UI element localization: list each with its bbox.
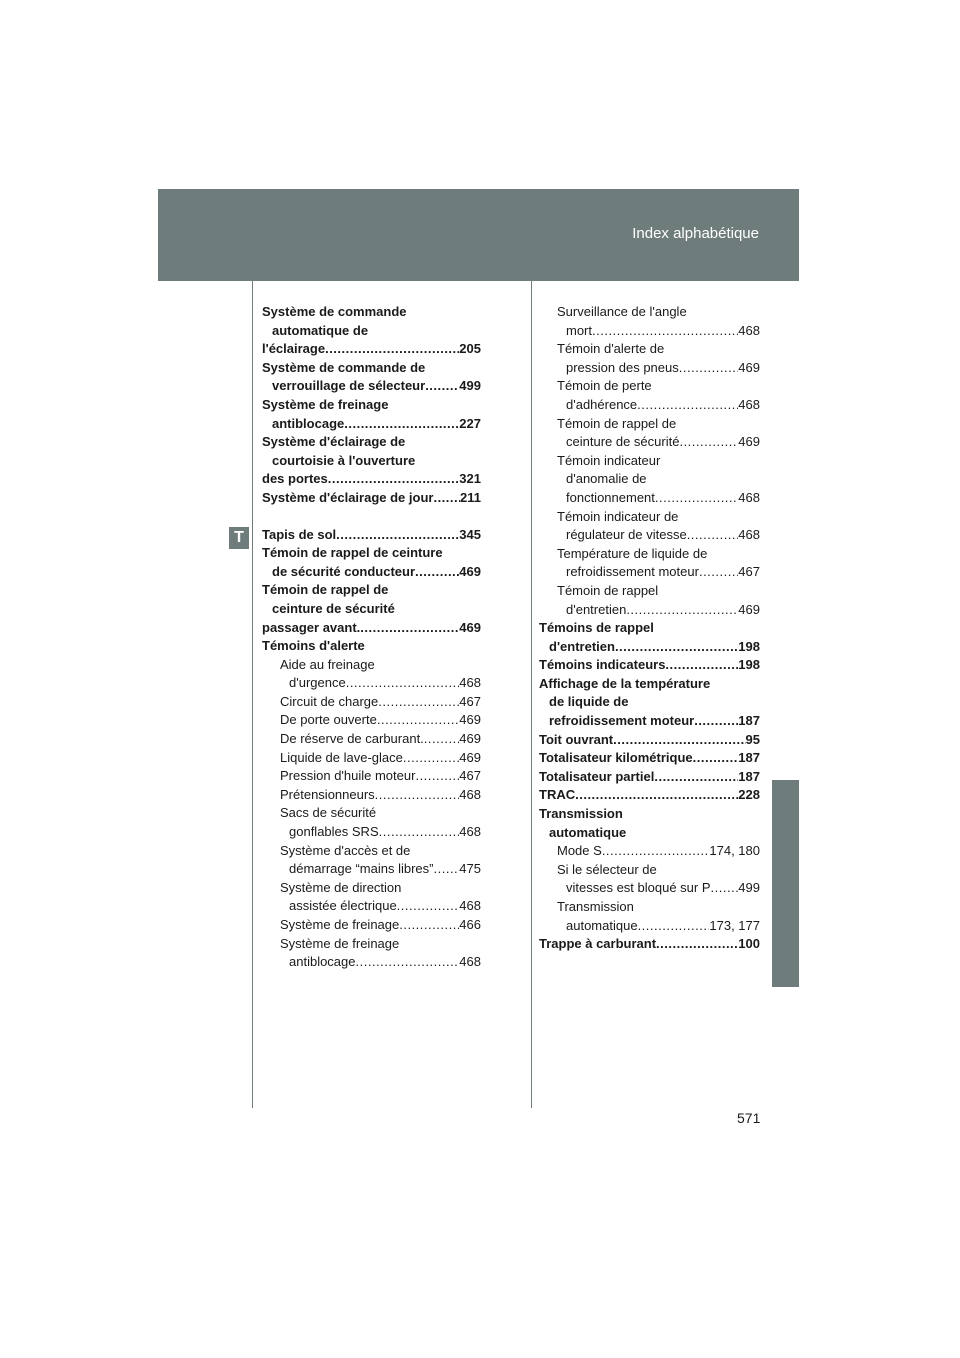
index-entry-page[interactable]: 467 — [459, 768, 481, 784]
dot-leader — [679, 433, 738, 452]
dot-leader — [592, 322, 738, 341]
index-entry — [262, 860, 481, 879]
index-entry-text: refroidissement moteur — [549, 713, 695, 729]
index-entry-page[interactable]: 466 — [459, 917, 481, 932]
index-entry-text: Système d'accès et de — [280, 842, 411, 858]
index-entry-text: antiblocage — [289, 954, 356, 970]
index-entry-page[interactable]: 468 — [738, 527, 760, 543]
index-entry-text: Témoin de rappel de ceinture — [262, 545, 443, 561]
index-entry-page[interactable]: 173, 177 — [709, 917, 760, 933]
index-entry-text: vitesses est bloqué sur P — [566, 880, 711, 896]
index-entry — [539, 601, 760, 620]
dot-leader — [397, 897, 460, 916]
index-entry-page[interactable]: 467 — [459, 693, 481, 709]
index-entry — [539, 545, 760, 564]
dot-leader — [360, 619, 459, 638]
index-entry — [539, 786, 760, 805]
index-entry-text: Affichage de la température — [539, 675, 711, 691]
index-entry-text: Liquide de lave-glace — [280, 749, 403, 765]
index-entry-page[interactable]: 475 — [459, 861, 481, 877]
page-number: 571 — [737, 1110, 761, 1126]
dot-leader — [425, 377, 459, 396]
index-entry — [539, 656, 760, 675]
dot-leader — [346, 674, 460, 693]
index-entry — [262, 916, 481, 935]
index-entry — [539, 768, 760, 787]
index-entry-text: d'entretien — [566, 601, 627, 617]
index-entry-text: Surveillance de l'angle — [557, 304, 687, 319]
index-entry-text: Témoin de rappel de — [557, 415, 677, 431]
index-entry-page[interactable]: 321 — [459, 471, 481, 487]
index-entry-text: régulateur de vitesse — [566, 527, 687, 543]
index-entry-page[interactable]: 469 — [459, 749, 481, 765]
index-entry-page[interactable]: 227 — [459, 415, 481, 431]
index-entry-text: fonctionnement — [566, 489, 655, 505]
index-entry-text: automatique — [566, 917, 638, 933]
index-entry-text: Toit ouvrant — [539, 731, 614, 747]
dot-leader — [638, 917, 710, 936]
index-entry-text: d'entretien — [549, 638, 615, 654]
index-column-1 — [262, 303, 481, 972]
dot-leader — [665, 656, 738, 675]
index-entry-page[interactable]: 469 — [459, 563, 481, 579]
index-entry-page[interactable]: 469 — [459, 731, 481, 747]
index-entry — [262, 637, 481, 656]
index-entry — [539, 303, 760, 322]
index-entry-page[interactable]: 468 — [738, 396, 760, 412]
index-entry-page[interactable]: 468 — [459, 675, 481, 691]
index-entry — [262, 749, 481, 768]
index-entry-text: Témoin indicateur de — [557, 508, 679, 524]
index-entry — [539, 712, 760, 731]
index-entry-page[interactable]: 468 — [459, 898, 481, 914]
dot-leader — [655, 489, 738, 508]
index-entry-text: Système de commande — [262, 304, 407, 319]
index-entry — [262, 935, 481, 954]
index-entry-page[interactable]: 468 — [459, 954, 481, 970]
index-entry-text: De réserve de carburant. — [280, 731, 424, 747]
index-entry — [539, 526, 760, 545]
dot-leader — [378, 693, 459, 712]
index-entry-text: Circuit de charge — [280, 693, 379, 709]
index-entry-text: Témoin de perte — [557, 378, 652, 394]
dot-leader — [694, 712, 738, 731]
index-entry — [262, 544, 481, 563]
index-entry — [539, 489, 760, 508]
column-rule-middle — [531, 281, 532, 1108]
index-entry-page[interactable]: 467 — [738, 564, 760, 580]
dot-leader — [415, 563, 459, 582]
index-entry — [539, 452, 760, 471]
index-entry — [262, 433, 481, 452]
index-entry — [539, 898, 760, 917]
index-entry-text: refroidissement moteur — [566, 564, 699, 580]
index-entry-page[interactable]: 95 — [745, 731, 760, 747]
index-entry-page[interactable]: 499 — [459, 378, 481, 394]
index-entry-page[interactable]: 469 — [459, 712, 481, 728]
index-entry-page[interactable]: 198 — [738, 657, 760, 673]
index-entry — [262, 563, 481, 582]
index-entry-text: de sécurité conducteur — [272, 563, 416, 579]
index-entry-text: Témoins indicateurs — [539, 657, 666, 673]
index-entry — [262, 730, 481, 749]
index-entry — [539, 433, 760, 452]
index-entry-page[interactable]: 228 — [738, 787, 760, 803]
dot-leader — [433, 489, 460, 508]
index-entry — [539, 322, 760, 341]
index-entry — [262, 377, 481, 396]
index-entry-text: Système d'éclairage de jour — [262, 489, 434, 505]
dot-leader — [637, 396, 738, 415]
index-entry-page[interactable]: 469 — [459, 619, 481, 635]
index-entry-text: Aide au freinage — [280, 656, 375, 672]
dot-leader — [626, 601, 738, 620]
index-entry-text: Système de freinage — [280, 917, 400, 932]
index-letter-tab: T — [229, 527, 249, 549]
index-entry — [539, 749, 760, 768]
index-entry — [539, 861, 760, 880]
index-entry — [539, 377, 760, 396]
index-entry-text: assistée électrique — [289, 898, 397, 914]
index-entry — [262, 711, 481, 730]
index-entry-page[interactable]: 174, 180 — [709, 843, 760, 859]
index-entry-text: Si le sélecteur de — [557, 861, 657, 877]
index-entry — [539, 638, 760, 657]
dot-leader — [328, 470, 460, 489]
side-thumb-tab — [772, 780, 799, 987]
index-entry — [262, 322, 481, 341]
index-entry — [539, 935, 760, 954]
dot-leader — [602, 842, 710, 861]
index-entry — [262, 842, 481, 861]
dot-leader — [379, 823, 460, 842]
index-entry-page[interactable]: 205 — [459, 341, 481, 357]
index-entry — [539, 675, 760, 694]
dot-leader — [613, 731, 745, 750]
index-entry-text: ceinture de sécurité — [566, 434, 680, 450]
index-entry-page[interactable]: 469 — [738, 434, 760, 450]
index-entry — [262, 396, 481, 415]
index-entry-text: passager avant. — [262, 619, 361, 635]
index-entry-text: Système de direction — [280, 879, 402, 895]
index-entry — [262, 600, 481, 619]
index-entry — [539, 582, 760, 601]
index-entry-text: ceinture de sécurité — [272, 600, 395, 616]
index-entry-text: De porte ouverte — [280, 712, 377, 728]
dot-leader — [344, 415, 459, 434]
index-entry — [262, 470, 481, 489]
dot-leader — [415, 767, 459, 786]
index-entry-text: Prétensionneurs — [280, 786, 375, 802]
index-entry — [262, 452, 481, 471]
index-entry-page[interactable]: 468 — [738, 322, 760, 338]
index-column-2 — [539, 303, 760, 954]
index-entry-page[interactable]: 469 — [738, 359, 760, 375]
index-entry-text: Système de freinage — [280, 935, 400, 951]
index-entry — [539, 415, 760, 434]
index-entry-text: Système de freinage — [262, 396, 389, 412]
index-entry-text: courtoisie à l'ouverture — [272, 452, 416, 468]
column-rule-left — [252, 281, 253, 1108]
index-entry — [262, 581, 481, 600]
index-entry-text: Température de liquide de — [557, 545, 708, 561]
index-entry-text: Témoin de rappel — [557, 582, 659, 598]
index-entry-page[interactable]: 100 — [738, 936, 760, 952]
index-entry-text: Mode S — [557, 843, 602, 859]
index-entry — [262, 693, 481, 712]
header-title: Index alphabétique — [632, 225, 759, 242]
index-entry-text: gonflables SRS — [289, 824, 379, 840]
index-entry — [262, 767, 481, 786]
index-entry-text: Totalisateur partiel — [539, 768, 655, 784]
index-entry — [262, 489, 481, 508]
index-entry-page[interactable]: 211 — [460, 489, 481, 505]
index-entry-text: Témoin d'alerte de — [557, 341, 665, 357]
header-band — [158, 189, 799, 281]
index-entry-text: d'anomalie de — [566, 471, 647, 487]
index-entry — [539, 879, 760, 898]
index-entry-text: automatique — [549, 824, 627, 840]
index-entry-text: Tapis de sol — [262, 526, 337, 542]
index-entry-text: de liquide de — [549, 694, 629, 710]
index-entry-text: Témoin de rappel de — [262, 582, 389, 598]
index-entry-text: d'adhérence — [566, 396, 638, 412]
dot-leader — [375, 786, 460, 805]
index-entry — [539, 563, 760, 582]
index-entry — [262, 526, 481, 545]
dot-leader — [679, 359, 739, 378]
index-entry — [539, 731, 760, 750]
index-entry — [262, 359, 481, 378]
index-entry-page[interactable]: 198 — [738, 638, 760, 654]
index-entry-text: TRAC — [539, 787, 576, 803]
index-entry — [262, 619, 481, 638]
index-entry-page[interactable]: 468 — [738, 489, 760, 505]
index-entry — [539, 359, 760, 378]
index-entry — [262, 804, 481, 823]
index-entry — [262, 674, 481, 693]
index-entry-text: l'éclairage — [262, 341, 326, 357]
index-entry — [539, 508, 760, 527]
index-entry-text: mort — [566, 322, 592, 338]
index-entry — [262, 823, 481, 842]
dot-leader — [693, 749, 739, 768]
dot-leader — [356, 953, 460, 972]
index-entry — [539, 824, 760, 843]
index-entry — [539, 917, 760, 936]
index-entry-page[interactable]: 499 — [738, 880, 760, 896]
dot-leader — [377, 711, 459, 730]
index-entry-page[interactable]: 187 — [738, 750, 760, 766]
dot-leader — [424, 730, 460, 749]
index-gap — [262, 508, 481, 526]
index-entry — [539, 396, 760, 415]
dot-leader — [575, 786, 738, 805]
index-entry — [539, 470, 760, 489]
index-entry-text: antiblocage — [272, 415, 345, 431]
index-entry — [539, 842, 760, 861]
index-entry-text: Sacs de sécurité — [280, 805, 377, 821]
index-entry-text: Témoins d'alerte — [262, 638, 365, 654]
index-entry-text: pression des pneus — [566, 359, 679, 375]
index-entry — [539, 805, 760, 824]
dot-leader — [434, 860, 460, 879]
dot-leader — [687, 526, 739, 545]
index-entry-text: Transmission — [557, 899, 634, 914]
dot-leader — [615, 638, 738, 657]
index-entry-text: d'urgence — [289, 675, 346, 691]
dot-leader — [399, 916, 459, 935]
index-entry — [539, 340, 760, 359]
dot-leader — [403, 749, 459, 768]
index-entry — [262, 415, 481, 434]
dot-leader — [656, 935, 738, 954]
dot-leader — [699, 563, 738, 582]
index-entry-text: Pression d'huile moteur — [280, 768, 416, 784]
index-entry-text: verrouillage de sélecteur — [272, 378, 426, 394]
index-entry-text: Système d'éclairage de — [262, 434, 406, 450]
dot-leader — [336, 526, 459, 545]
index-entry-text: Témoins de rappel — [539, 620, 654, 636]
index-entry — [539, 693, 760, 712]
index-entry — [262, 879, 481, 898]
index-entry — [262, 340, 481, 359]
index-entry — [539, 619, 760, 638]
dot-leader — [654, 768, 738, 787]
index-entry — [262, 953, 481, 972]
index-entry-page[interactable]: 187 — [738, 768, 760, 784]
index-entry-text: Trappe à carburant — [539, 936, 657, 952]
index-entry-text: automatique de — [272, 322, 369, 338]
index-entry-text: Témoin indicateur — [557, 452, 661, 468]
index-entry-text: démarrage “mains libres” — [289, 861, 434, 877]
index-entry — [262, 303, 481, 322]
index-entry — [262, 656, 481, 675]
index-entry-page[interactable]: 187 — [738, 713, 760, 729]
dot-leader — [325, 340, 459, 359]
index-entry-page[interactable]: 345 — [459, 526, 481, 542]
index-entry-text: Système de commande de — [262, 359, 426, 375]
index-entry-text: des portes — [262, 471, 328, 487]
index-entry-page[interactable]: 468 — [459, 786, 481, 802]
index-entry-text: Transmission — [539, 806, 623, 822]
index-entry — [262, 786, 481, 805]
index-entry-page[interactable]: 468 — [459, 824, 481, 840]
index-entry-text: Totalisateur kilométrique — [539, 750, 693, 766]
index-entry-page[interactable]: 469 — [738, 601, 760, 617]
index-entry — [262, 897, 481, 916]
dot-leader — [711, 879, 739, 898]
